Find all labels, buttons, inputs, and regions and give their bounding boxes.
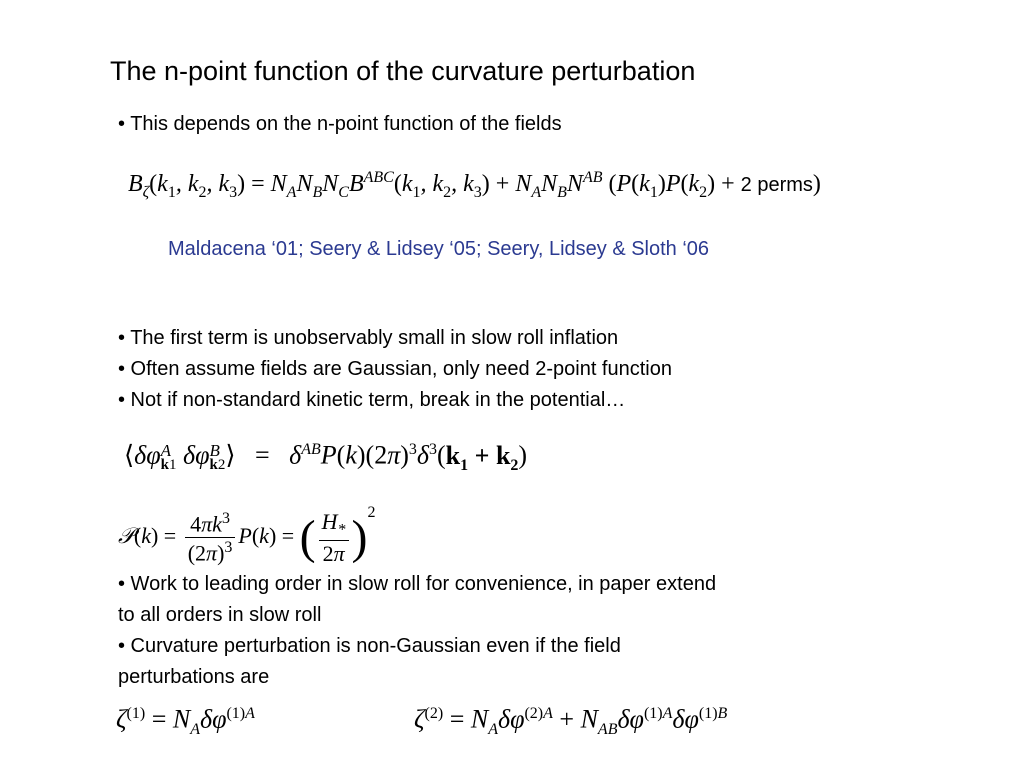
bullet-curvature-nongaussian: • Curvature perturbation is non-Gaussian even if the field [118,635,621,657]
bullet-non-standard: • Not if non-standard kinetic term, break in the potential… [118,389,626,411]
bullet-fields-dependence: • This depends on the n-point function of the fields [118,113,562,135]
bullet-curvature-nongaussian-cont: perturbations are [118,666,270,688]
citation: Maldacena ‘01; Seery & Lidsey ‘05; Seery, Lidsey & Sloth ‘06 [168,238,710,260]
bullet-leading-order-cont: to all orders in slow roll [118,604,322,626]
zeta-second-order-equation: $\zeta^{(2)} = N_A\delta\varphi^{(2)A} + N_{AB}\delta\varphi^{(1)A}\delta\varphi^{(1)B}$ [414,704,728,738]
power-spectrum-equation: 𝒫(k) = $\frac{4\pi k^3}{(2\pi)^3}$ P(k) = ( $\frac{H_*}{2\pi}$ )$^2$ [118,504,376,567]
bullet-leading-order: • Work to leading order in slow roll for convenience, in paper extend [118,573,717,595]
bispectrum-equation: $B_\zeta(k_1$, $k_2$, $k_3) = N_AN_BN_CB^{ABC}(k_1$, $k_2$, $k_3) + N_AN_BN^{AB}$ ($P(k_1)P(k_2) + 2$ perms) [128,169,821,201]
zeta-first-order-equation: $\zeta^{(1)} = N_A\delta\varphi^{(1)A}$ [116,704,255,738]
perms-label: 2 perms [740,174,813,196]
slide-title: The n-point function of the curvature perturbation [110,56,696,86]
bullet-list-nongaussian [118,569,716,693]
two-point-equation: ⟨δφ A k1 δφ B k2 ⟩ = $\delta^{AB}P(k)(2\pi)^3\delta^3(k_1 + k_2)$ [124,440,528,474]
bullet-gaussian-fields: • Often assume fields are Gaussian, only need 2-point function [118,358,672,380]
bullet-first-term: • The first term is unobservably small in slow roll inflation [118,327,619,349]
bullet-list-slow-roll [118,323,672,416]
